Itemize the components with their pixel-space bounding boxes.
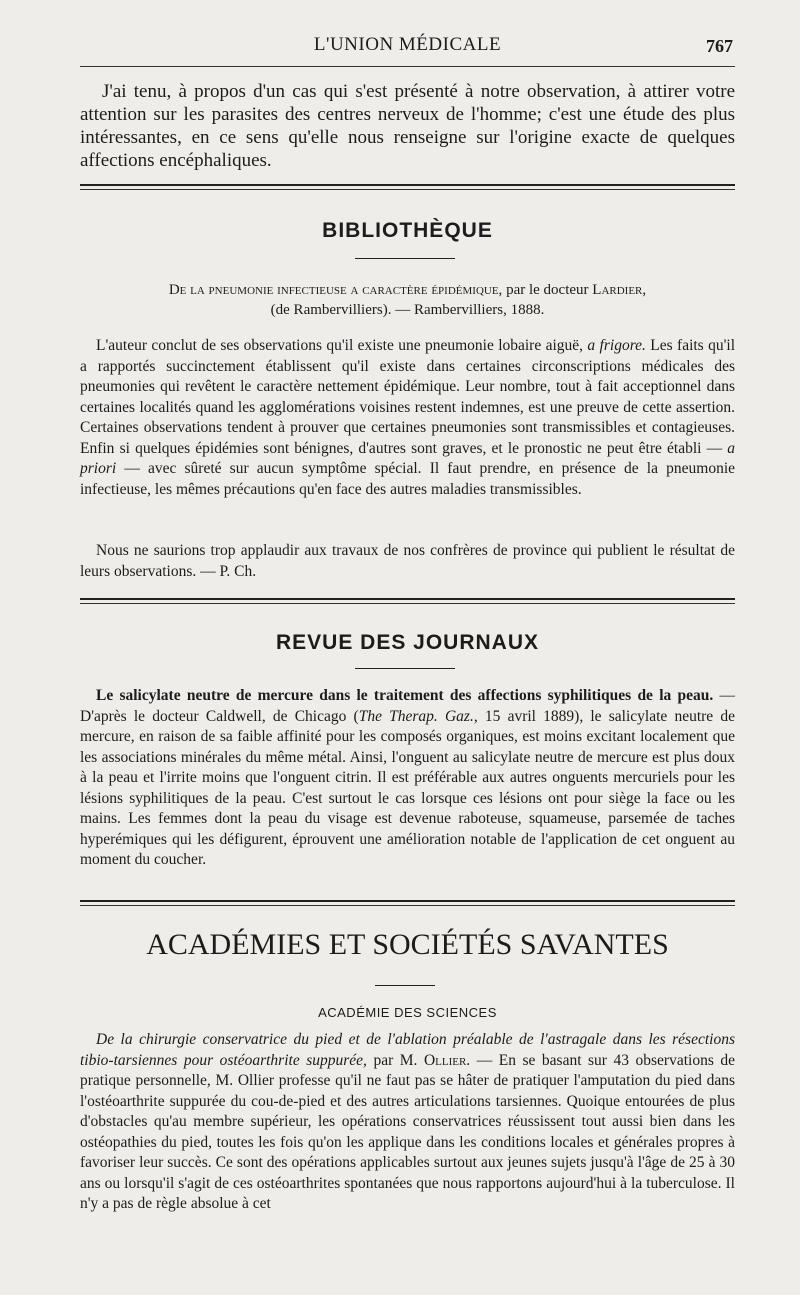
- text-segment: Les faits qu'il a rapportés succinctement établissent qu'il existe dans certaines circonscriptions médicales des pneumonies qui revêtent le caractère nettement épidémique. Leur nombre, tout à fait acceptionnel dans certaines localités quand les agglomérations voisines restent indemnes, est une preuve de cette assertion. Certaines observations tendent à prouver que certaines pneumonies sont transmissibles et contagieuses. Enfin si quelques épidémies sont bénignes, d'autres sont graves, et le pronostic ne peut être établi —: [80, 337, 735, 457]
- entry-author: Lardier,: [592, 282, 647, 298]
- entry-place: (de Rambervilliers). — Rambervilliers, 1888.: [270, 302, 545, 318]
- bibliotheque-paragraph-1: [80, 336, 735, 500]
- heading-underline: [355, 668, 455, 669]
- entry-title: De la pneumonie infectieuse a caractère épidémique,: [168, 282, 503, 298]
- academie-article: [80, 1030, 735, 1215]
- section-rule-bottom: [80, 905, 735, 906]
- section-rule-bottom: [80, 603, 735, 604]
- heading-underline: [355, 258, 455, 259]
- academie-subheading: ACADÉMIE DES SCIENCES: [318, 1005, 497, 1020]
- section-rule-top: [80, 598, 735, 600]
- text-segment: , 15 avril 1889), le salicylate neutre de mercure, en raison de sa faible affinité pour les composés organiques, est moins excitant localement que les associations minérales du même métal. Ainsi, l'onguent au salicylate neutre de mercure est plus doux à la peau et l'irrite moins que l'onguent citrin. Il est préférable aux autres onguents mercuriels pour les lésions syphilitiques de la peau. C'est surtout le cas lorsque ces lésions ont pour siège la face ou les mains. Les femmes dont la peau du visage est devenue raboteuse, squameuse, parsemée de taches hyperémiques qui les défigurent, éprouvent une amélioration notable de l'application de cet onguent au moment du coucher.: [80, 707, 735, 868]
- heading-underline: [375, 985, 435, 986]
- bibliography-entry: [80, 280, 735, 320]
- journal-title: L'UNION MÉDICALE: [313, 34, 502, 55]
- author-prefix: par M.: [373, 1051, 418, 1069]
- section-rule-top: [80, 900, 735, 902]
- academies-heading: ACADÉMIES ET SOCIÉTÉS SAVANTES: [146, 928, 669, 961]
- revue-article: [80, 686, 735, 871]
- article-author: Ollier.: [423, 1051, 471, 1069]
- section-rule-bottom: [80, 189, 735, 190]
- page-number: 767: [706, 36, 733, 56]
- article-title: De la chirurgie conservatrice du pied et de l'ablation préalable de l'astragale dans les résections tibio-tarsiennes pour ostéoarthrite suppurée,: [80, 1031, 735, 1069]
- text-segment: — avec sûreté sur aucun symptôme spécial. Il faut prendre, en présence de la pneumonie infectieuse, les mêmes précautions qu'en face des autres maladies transmissibles.: [80, 460, 735, 498]
- section-rule-top: [80, 184, 735, 186]
- italic-segment: a priori: [80, 439, 736, 477]
- italic-segment: a frigore.: [587, 337, 646, 354]
- text-segment: — D'après le docteur Caldwell, de Chicago (: [80, 687, 735, 725]
- bibliotheque-paragraph-2: Nous ne saurions trop applaudir aux travaux de nos confrères de province qui publient le résultat de leurs observations. — P. Ch.: [80, 542, 735, 580]
- entry-author-prefix: par le docteur: [506, 282, 589, 298]
- text-segment: — En se basant sur 43 observations de pratique personnelle, M. Ollier professe qu'il ne faut pas se hâter de pratiquer l'amputation du pied dans l'ostéoarthrite suppurée du cou-de-pied et des autres articulations tarsiennes. Quoique entourées de plus d'obstacles qu'au membre supérieur, les opérations conservatrices réussissent tout aussi bien dans les ostéopathies du pied, toutes les fois qu'on les applique dans les conditions locales et générales propres à favoriser leur succès. Ce sont des opérations applicables surtout aux jeunes sujets jusqu'à l'âge de 25 à 30 ans ou lorsqu'il s'agit de ces ostéoarthrites spontanées que nous rapportons aujourd'hui à la tuberculose. Il n'y a pas de règle absolue à cet: [80, 1051, 736, 1212]
- header-rule: [80, 66, 735, 67]
- text-segment: L'auteur conclut de ses observations qu'il existe une pneumonie lobaire aiguë,: [96, 337, 584, 354]
- intro-paragraph: J'ai tenu, à propos d'un cas qui s'est présenté à notre observation, à attirer votre attention sur les parasites des centres nerveux de l'homme; c'est une étude des plus intéressantes, en ce sens qu'elle nous renseigne sur l'origine exacte de quelques affections encéphaliques.: [80, 81, 735, 171]
- article-title: Le salicylate neutre de mercure dans le traitement des affections syphilitiques de la peau.: [96, 687, 714, 704]
- journal-name: The Therap. Gaz.: [358, 707, 474, 725]
- revue-heading: REVUE DES JOURNAUX: [275, 631, 540, 654]
- bibliotheque-heading: BIBLIOTHÈQUE: [322, 219, 493, 242]
- page-header: [80, 30, 735, 64]
